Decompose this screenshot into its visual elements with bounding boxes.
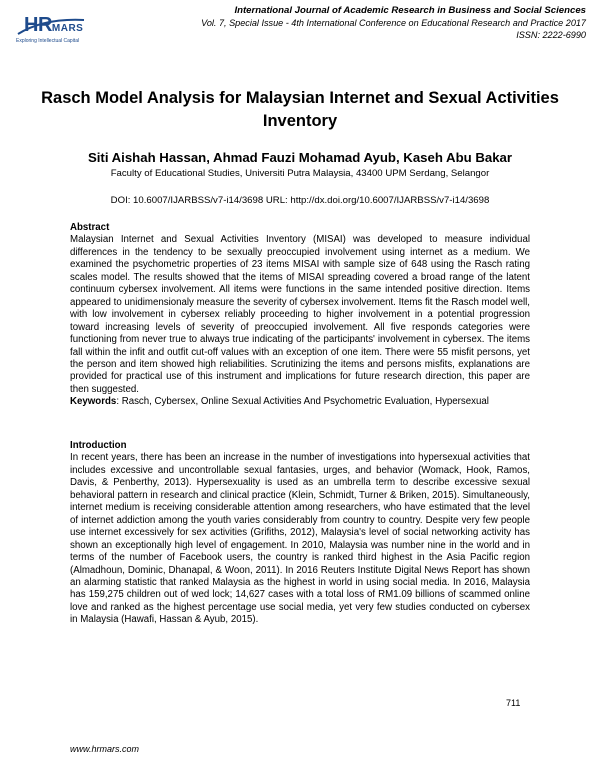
- author-affiliation: Faculty of Educational Studies, Universiti Putra Malaysia, 43400 UPM Serdang, Selangor: [110, 168, 490, 179]
- abstract-section: [70, 222, 530, 409]
- page-number: 711: [506, 698, 521, 708]
- logo-main-text: HR: [24, 14, 52, 36]
- keywords-label: Keywords: [70, 396, 117, 408]
- keywords-text: : Rasch, Cybersex, Online Sexual Activities And Psychometric Evaluation, Hypersexual: [116, 396, 489, 408]
- page-header: [0, 0, 600, 64]
- abstract-heading: Abstract: [70, 222, 110, 233]
- doi-line[interactable]: DOI: 10.6007/IJARBSS/v7-i14/3698 URL: http://dx.doi.org/10.6007/IJARBSS/v7-i14/3698: [110, 195, 490, 206]
- abstract-text: Malaysian Internet and Sexual Activities Inventory (MISAI) was developed to measure individual differences in the tendency to be sexually preoccupied involvement using internet as a medium. We examined the psychometric properties of 23 items MISAI with sample size of 648 using the Rasch rating scales model. The results showed that the items of MISAI spreading covered a broad range of the latent continuum cybersex involvement. All items were functions in the same intended positive direction. Items appeared to unidimensionaly measure the severity of cybersex involvement. Items fit the Rasch model well, with low involvement in cybersex reliably proceeding to higher involvement in a potential progression toward increasing levels of severity of preoccupied involvement. All five responds categories were functioning from never true to always true indicating of the participants' involvement in cybersex. The items fall within the infit and outfit cut-off values with an exception of one item. There were 55 misfit persons, yet the person and item showed high reliabilities. Scrutinizing the items and persons misfits, explanations are provided for practical use of this instrument and implications for future research direction, this paper are then suggested.: [70, 234, 530, 395]
- footer-url[interactable]: www.hrmars.com: [70, 744, 140, 754]
- introduction-heading: Introduction: [70, 440, 127, 451]
- journal-volume: Vol. 7, Special Issue - 4th International Conference on Educational Research and Practice 2017: [201, 18, 586, 28]
- journal-info: [201, 5, 586, 41]
- journal-issn: ISSN: 2222-6990: [516, 30, 586, 40]
- introduction-text: In recent years, there has been an increase in the number of investigations into hypersexual activities that includes excessive and uncontrollable sexual fantasies, urges, and behavior (Womack, Hook, Ramos, Davis, & Penberthy, 2013). Hypersexuality is used as an umbrella term to describe excessive sexual behavioral pattern in research and clinical practice (Klein, Schmidt, Turner & Briken, 2015). Simultaneously, internet medium is receiving considerable attention among researchers, who have estimated that the level of internet addiction among the youth varies considerably from country to country. Despite very few people use internet excessively for sex activities (Grifiths, 2012), Malaysia's level of social networking activity has shown an exceptionally high level of engagement. In 2010, Malaysia was number nine in the world and in terms of the number of Facebook users, the country is ranked third highest in the Asia Pacific region (Almadhoun, Dominic, Dhanapal, & Woon, 2011). In 2016 Reuters Institute Digital News Report has shown an alarming statistic that ranked Malaysia as the highest in world in using social media. In 2016, Malaysia has 159,275 children out of wed lock; 14,627 cases with a total loss of RM1.09 billions of scammed online love and ranked as the highest percentage use social media, yet very few studies conducted on cybersex in Malaysia (Hawafi, Hassan & Ayub, 2015).: [70, 452, 530, 626]
- introduction-section: [70, 440, 530, 627]
- journal-name: International Journal of Academic Research in Business and Social Sciences: [234, 5, 586, 16]
- keywords-line: [70, 396, 530, 408]
- paper-authors: Siti Aishah Hassan, Ahmad Fauzi Mohamad Ayub, Kaseh Abu Bakar: [87, 150, 513, 165]
- paper-title: Rasch Model Analysis for Malaysian Internet and Sexual Activities Inventory: [41, 89, 559, 130]
- logo-tagline: Exploring Intellectual Capital: [16, 38, 80, 44]
- logo-small-text: MARS: [51, 23, 84, 34]
- hrmars-logo: [14, 14, 104, 48]
